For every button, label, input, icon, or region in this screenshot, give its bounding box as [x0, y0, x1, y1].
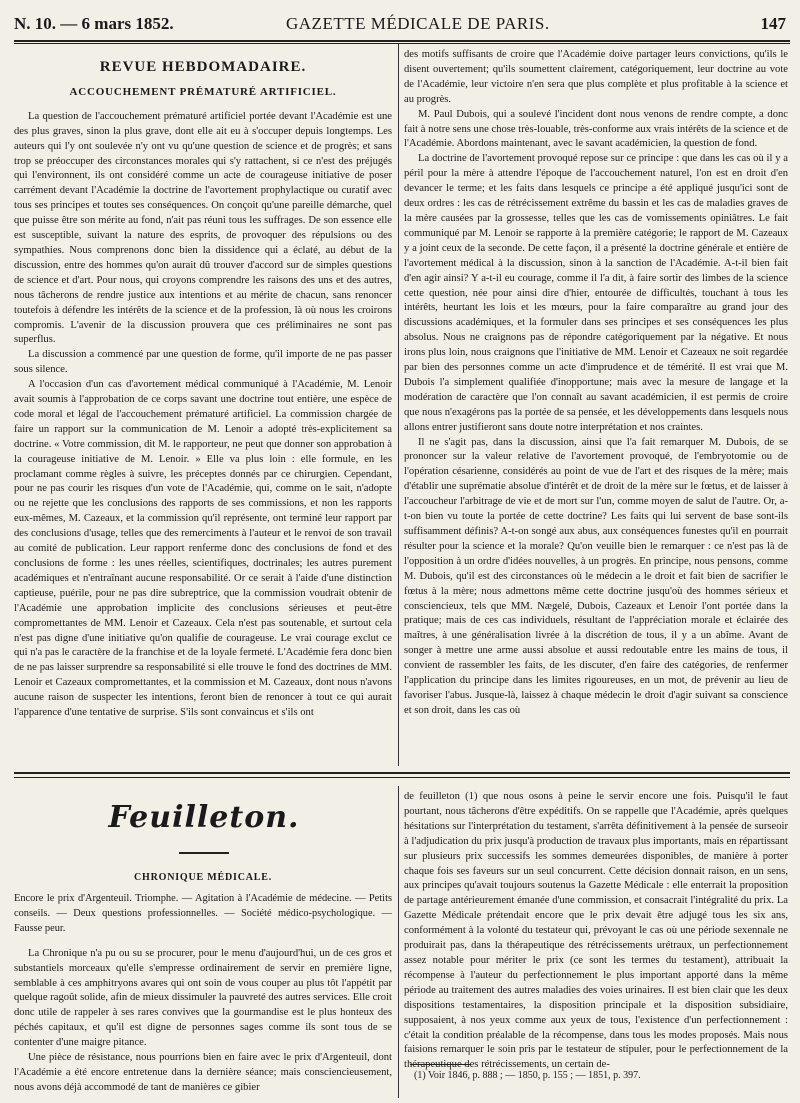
- column-divider-bottom: [398, 786, 399, 1098]
- revue-paragraph: des motifs suffisants de croire que l'Académie doive partager leurs convictions, qu'ils le disent ouvertement; qu'ils soumettent clairement, catégoriquement, leur doctrine au vote de l'Académie, leur victoire n'en sera que plus complète et plus profitable à la science et au progrès.: [404, 49, 788, 105]
- feuilleton-paragraph: Une pièce de résistance, nous pourrions bien en faire avec le prix d'Argenteuil, dont l'Académie a été encore entretenue dans la dernière séance; mais consciencieusement, nous avons déjà accommodé de tant de manières ce gibier: [14, 1052, 392, 1093]
- feuilleton-title-rule: [179, 852, 229, 854]
- revue-paragraph: Il ne s'agit pas, dans la discussion, ainsi que l'a fait remarquer M. Dubois, de se prononcer sur la valeur relative de l'avortement provoqué, de l'embryotomie ou de l'opération césarienne, considérés au point de vue de l'art et des risques de la mère; mais d'établir une suprématie absolue d'intérêt et de droit de la mère sur le fœtus, et de laisser à l'accoucheur l'arbitrage de vie et de mort sur l'un, comme moyen de salut de l'autre. Or, a-t-on bien vu toute la portée de cette doctrine? Les faits qui lui servent de base sont-ils suffisamment définis? A-t-on songé aux abus, aux conséquences funestes qu'il en pourrait résulter pour la science et la morale? Qu'on veuille bien le remarquer : ce n'est pas là de l'opposition à un ordre d'idées nouvelles, à un progrès. En principe, nous pensons, comme M. Dubois, qu'il est des circonstances où le médecin a le droit et fait bien de sacrifier le fœtus à la mère; nous admettons même cette doctrine jusqu'où des hommes sérieux et consciencieux, tels que MM. Nægelé, Dubois, Cazeaux et Lenoir l'ont portée dans la pratique; mais de ces cas individuels, résultant de l'appréciation morale et éclairée des maîtres, à une généralisation livrée à la discrétion de tous, il y a un abîme. Avant de songer à mettre une arme aussi absolue et aussi redoutable entre les mains de tous, il convient de rassembler les faits, de les discuter, d'en faire des catégories, de renfermer l'application du principe dans les limites rigoureuses, en un mot, de prévenir au lieu de favoriser l'abus. Jusque-là, laissez à chaque médecin le droit d'agir suivant sa conscience et son droit, dans les cas où: [404, 436, 788, 716]
- page-header: [14, 14, 790, 38]
- revue-paragraph: M. Paul Dubois, qui a soulevé l'incident dont nous venons de rendre compte, a donc fait à notre sens une chose très-louable, très-conforme aux vrais intérêts de la science et de l'Académie. Abordons maintenant, avec le savant académicien, la question de fond.: [404, 108, 788, 150]
- feuilleton-right-column: [404, 790, 788, 1071]
- chronique-summary: Encore le prix d'Argenteuil. Triomphe. — Agitation à l'Académie de médecine. — Petits conseils. — Deux questions professionnelles. — Société médico-psychologique. — Fausse peur.: [14, 893, 392, 934]
- feuilleton-paragraph: La Chronique n'a pu ou su se procurer, pour le menu d'aujourd'hui, un de ces gros et substantiels morceaux qu'elle s'empresse ordinairement de servir en première ligne, semblable à ces amphitryons avares qui ont soin de vous couper au plus tôt l'appétit par quelque ragoût solide, afin de mieux dissimuler la pauvreté des autres services. Elle croit donc utile de rappeler à ses rares convives que la gourmandise est le plus honteux des péchés capitaux, et qu'il est digne de personnes sages comme ils sont tous de se contenter d'une maigre pitance.: [14, 947, 392, 1049]
- journal-title: GAZETTE MÉDICALE DE PARIS.: [286, 14, 550, 33]
- footnote-rule: [410, 1064, 470, 1065]
- feuilleton-separator-thin: [14, 777, 790, 778]
- feuilleton-left-column: [14, 892, 392, 1097]
- revue-paragraph: La doctrine de l'avortement provoqué repose sur ce principe : que dans les cas où il y a péril pour la mère à attendre l'époque de l'accouchement naturel, l'on est en droit d'en devancer le terme; et les faits dans lesquels ce principe a été appliqué jusqu'ici sont de deux ordres : les cas de rétrécissement extrême du bassin et les cas de maladies graves de la mère causées par la grossesse, telles que les cas de vomissements opiniâtres. Le fait communiqué par M. Lenoir se rapporte à la première catégorie; le rapport de M. Cazeaux y a joint ceux de la seconde. De cette façon, il a présenté la doctrine générale et entière de l'avortement médical à la discussion, sinon à la sanction de l'Académie. A-t-il bien fait d'en agir ainsi? Y a-t-il eu courage, comme il l'a dit, à faire sortir des limbes de la science cette question, née pour ainsi dire d'hier, entourée de difficultés, touchant à tous les intérêts, heurtant les lois et les mœurs, pour la faire comparaître au grand jour des discussions académiques, et la formuler dans ses principes et ses conséquences les plus absolus. Nous ne craignons pas de répondre catégoriquement par la négative. Et nous irons plus loin, nous craignons que l'initiative de MM. Lenoir et Cazeaux ne soit regardée par bien des personnes comme un acte d'imprudence et de témérité. Il est vrai que M. Dubois l'a simplement qualifiée d'inopportune; mais avec la mesure de langage et la modération de caractère que l'on connaît au savant académicien, il est permis de croire que nous n'exagérons pas la portée de sa pensée, et les développements dans lesquels nous allons entrer justifieront sans doute notre interprétation et nos craintes.: [404, 153, 788, 433]
- revue-right-column: [404, 48, 788, 766]
- revue-paragraph: A l'occasion d'un cas d'avortement médical communiqué à l'Académie, M. Lenoir avait soumis à l'approbation de ce corps savant une doctrine tout entière, une espèce de code moral et légal de l'accouchement prématuré artificiel. La commission chargée de faire un rapport sur la communication de M. Lenoir a adopté très-explicitement sa doctrine. « Votre commission, dit M. le rapporteur, ne peut que donner son approbation à la courageuse initiative de M. Lenoir. » Elle va plus loin : elle formule, en les proclamant comme règles à suivre, les préceptes donnés par ce chirurgien. Cependant, pour ne pas courir les risques d'un vote de l'Académie, qui, comme on le sait, n'adopte ou ne rejette que les conclusions des rapports de ses commissions, et non les rapports eux-mêmes, M. Cazeaux, et la commission qu'il représente, ont terminé leur rapport par des conclusions d'usage, telles que des remerciments à l'auteur et le renvoi de son travail au comité de publication. Leur rapport renferme donc des conclusions de fond et des conclusions de forme : les unes réelles, scientifiques, doctrinales; les autres purement académiques et n'entraînant aucune responsabilité. Or ce serait à l'aide d'une distinction captieuse, puérile, pour ne pas dire subreptrice, que la commission voudrait obtenir de l'Académie une approbation implicite des conclusions sérieuses et peut-être compromettantes de MM. Lenoir et Cazeaux. Cela n'est pas soutenable, et surtout cela n'est pas digne d'une initiative qu'on qualifie de courageuse. Le vrai courage exclut ce qui n'a pas le caractère de la franchise et de la loyale fermeté. L'Académie fera donc bien de ne pas laisser surprendre sa responsabilité si elle trouve le fond des doctrines de MM. Lenoir et Cazeaux compromettantes, et la commission et M. Cazeaux, dont nous n'avons aucune raison de suspecter les intentions, feront bien de renoncer à tout ce qui aurait l'apparence d'une tentative de surprise. S'ils sont convaincus et s'ils ont: [14, 379, 392, 719]
- revue-paragraph: La discussion a commencé par une question de forme, qu'il importe de ne pas passer sous silence.: [14, 349, 392, 376]
- feuilleton-separator: [14, 772, 790, 774]
- chronique-title: CHRONIQUE MÉDICALE.: [134, 872, 272, 883]
- header-rule-thin: [14, 43, 790, 44]
- column-divider-top: [398, 44, 399, 766]
- revue-left-column: [14, 56, 392, 766]
- revue-paragraph: La question de l'accouchement prématuré artificiel portée devant l'Académie est une des plus graves, sinon la plus grave, dont elle ait eu à s'occuper depuis longtemps. Les auteurs qui l'y ont soulevée n'y ont vu qu'une question de science et de progrès; et sans trop se préoccuper des circonstances morales qui s'y rattachent, si ce n'est des préjugés qui l'environnent, ils ont considéré comme un acte de courageuse initiative de poser carrément devant l'Académie la doctrine de l'avortement prophylactique ou curatif avec tous ses principes et toutes ses conséquences. On conçoit qu'une pareille démarche, quel que puisse être son mérite au fond, n'ait pas réuni tous les suffrages. De son essence elle est susceptible, suivant la nature des esprits, de provoquer des répulsions ou des sympathies. Nous comprenons donc bien la dissidence qui a éclaté, au début de la discussion, entre des hommes qu'on aurait dû trouver d'accord sur de simples questions de science et d'art. Pour nous, qui croyons comprendre les raisons des uns et des autres, nous tâcherons de rendre justice aux intentions et au mérite de chacun, sans renoncer toutefois à défendre les intérêts de la science et de la profession, là où nous les croirons compromis. L'avenir de la discussion prouvera que ces préliminaires ne sont pas superflus.: [14, 110, 392, 346]
- page-number: 147: [760, 14, 786, 33]
- article-title: ACCOUCHEMENT PRÉMATURÉ ARTIFICIEL.: [69, 85, 337, 98]
- header-rule: [14, 40, 790, 42]
- feuilleton-title: Feuilleton.: [108, 800, 300, 835]
- newspaper-page: [14, 0, 790, 1103]
- revue-title: REVUE HEBDOMADAIRE.: [99, 59, 307, 75]
- feuilleton-paragraph: de feuilleton (1) que nous osons à peine le servir encore une fois. Puisqu'il le faut pourtant, nous tâcherons d'être expéditifs. On se rappelle que l'Académie, après quelques hésitations sur l'interprétation du testament, s'arrêta définitivement à la pensée de surseoir à l'adjudication du prix jusqu'à production de travaux plus importants, mais en répartissant sur plusieurs prix successifs les sommes demeurées disponibles, de manière à porter chaque fois ses faveurs sur un seul concurrent. Cette décision donnait raison, en un sens, aux principes qu'avait toujours soutenus la Gazette Médicale : elle enterrait la proposition de partage antérieurement émanée d'une commission, et consacrait l'intégralité du prix. La Gazette Médicale prétendait encore que le prix devait être adjugé tous les six ans, conformément à la volonté du testateur qui, prévoyant le cas où une période sexennale ne produirait pas, dans la thérapeutique des rétrécissements urétraux, un perfectionnement assez notable pour mériter le prix (ce sont les termes du testament), attribuait la récompense à l'auteur du perfectionnement le plus important apporté dans la même période au traitement des autres maladies des voies urinaires. Il est bien clair que les deux dispositions testamentaires, la disposition principale et la disposition subsidiaire, supposaient, à nos yeux comme aux yeux de tous, l'existence d'un perfectionnement : c'était la condition préalable de la récompense, dans tous les modes proposés. Mais nous faisions remarquer le soin pris par le testateur de stipuler, pour le perfectionnement de la thérapeutique des rétrécissements, un certain de-: [404, 791, 788, 1071]
- issue-date: N. 10. — 6 mars 1852.: [14, 14, 174, 33]
- footnote: (1) Voir 1846, p. 888 ; — 1850, p. 155 ; — 1851, p. 397.: [414, 1070, 641, 1081]
